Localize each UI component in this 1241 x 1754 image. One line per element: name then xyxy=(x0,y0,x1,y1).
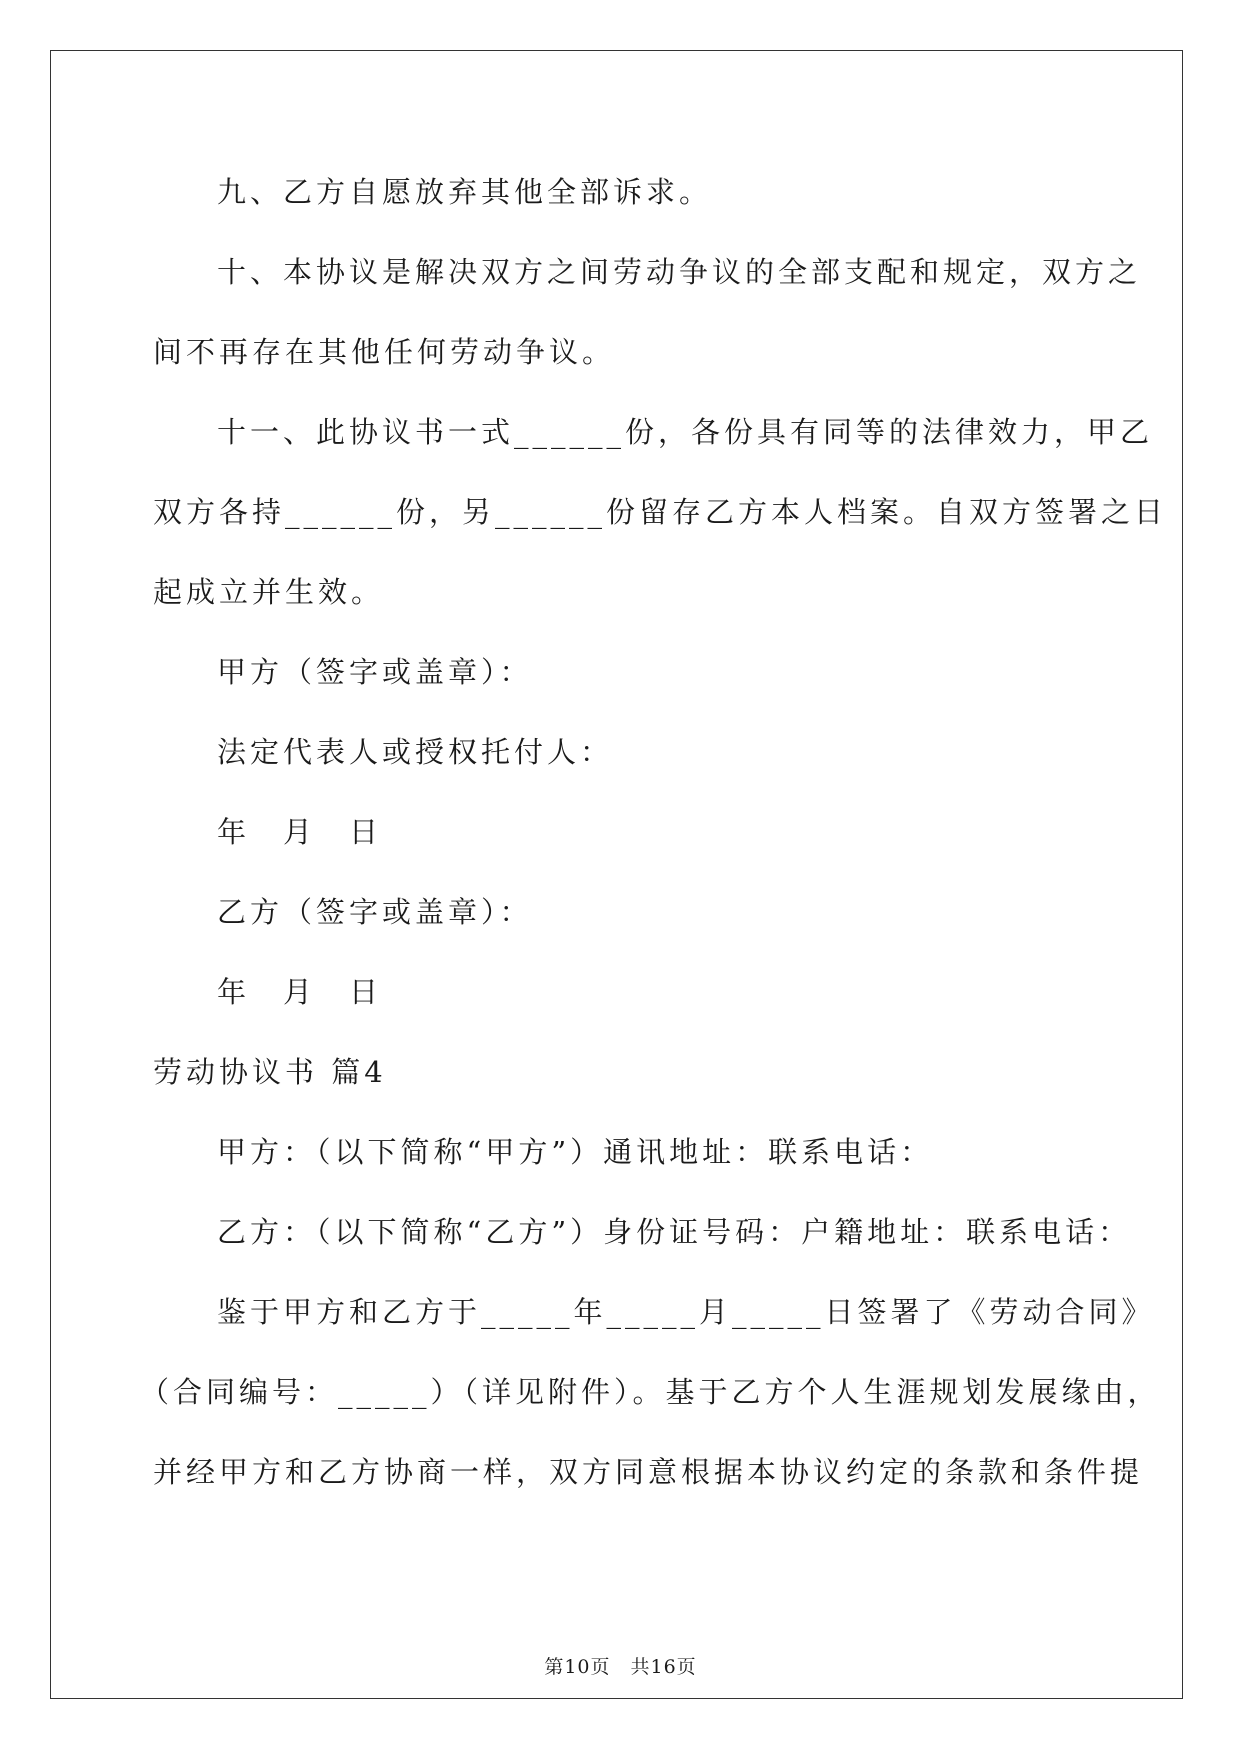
date-line-1: 年 月 日 xyxy=(217,815,383,849)
clause-9: 九、乙方自愿放弃其他全部诉求。 xyxy=(217,175,713,209)
party-b-signature: 乙方（签字或盖章）： xyxy=(217,895,533,929)
party-a-info: 甲方：（以下简称“甲方”）通讯地址：联系电话： xyxy=(217,1135,934,1169)
section-title: 劳动协议书 篇4 xyxy=(153,1055,387,1089)
recital-line-1: 鉴于甲方和乙方于_____年_____月_____日签署了《劳动合同》 xyxy=(217,1295,1155,1329)
party-a-signature: 甲方（签字或盖章）： xyxy=(217,655,533,689)
recital-line-2: （合同编号：_____）（详见附件）。基于乙方个人生涯规划发展缘由， xyxy=(140,1375,1161,1409)
date-line-2: 年 月 日 xyxy=(217,975,383,1009)
recital-line-3: 并经甲方和乙方协商一样，双方同意根据本协议约定的条款和条件提 xyxy=(153,1455,1144,1489)
clause-11-line-3: 起成立并生效。 xyxy=(153,575,385,609)
clause-10-line-2: 间不再存在其他任何劳动争议。 xyxy=(153,335,616,369)
party-b-info: 乙方：（以下简称“乙方”）身份证号码：户籍地址：联系电话： xyxy=(217,1215,1132,1249)
page-number-footer: 第10页 共16页 xyxy=(544,1656,697,1678)
clause-11-line-2: 双方各持______份，另______份留存乙方本人档案。自双方签署之日 xyxy=(153,495,1168,529)
legal-representative: 法定代表人或授权托付人： xyxy=(217,735,614,769)
clause-10-line-1: 十、本协议是解决双方之间劳动争议的全部支配和规定，双方之 xyxy=(217,255,1142,289)
clause-11-line-1: 十一、此协议书一式______份，各份具有同等的法律效力，甲乙 xyxy=(217,415,1154,449)
